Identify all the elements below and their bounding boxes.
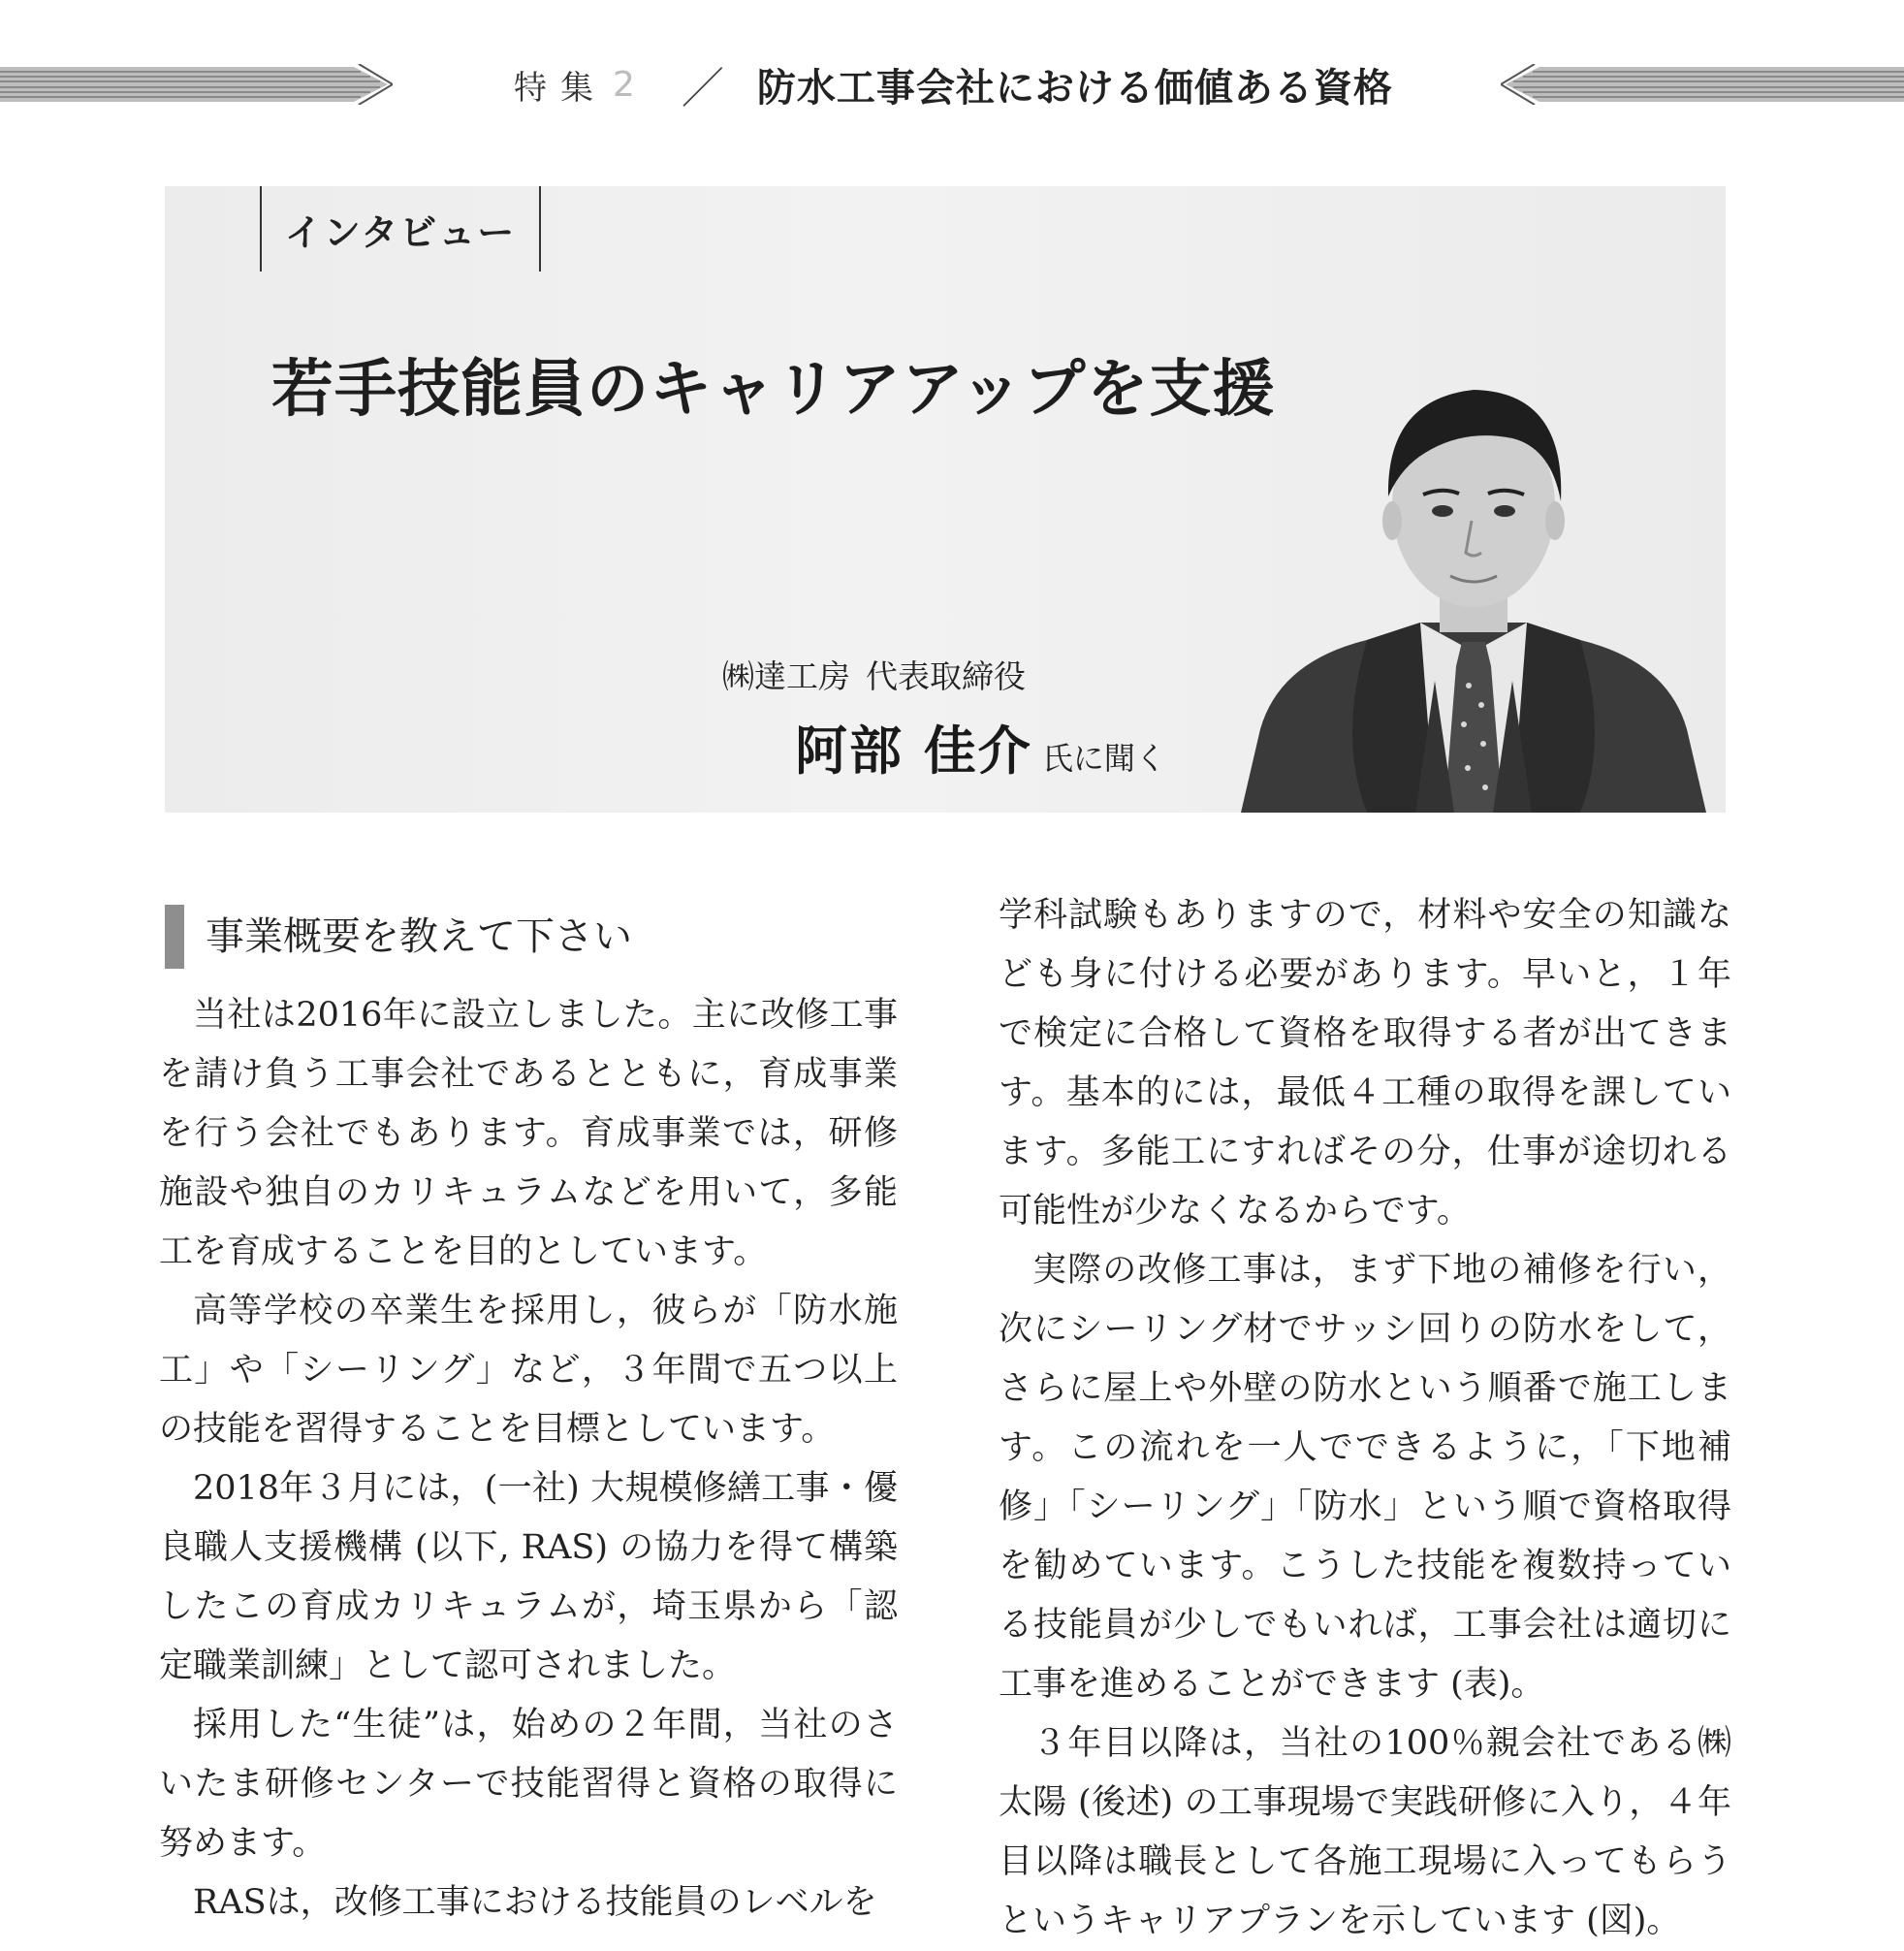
header-separator: ／ (681, 64, 724, 113)
feature-number: 2 (613, 64, 635, 105)
heading-bar (165, 905, 184, 969)
running-header (514, 60, 1393, 113)
paragraph: 採用した“生徒”は，始めの２年間，当社のさいたま研修センターで技能習得と資格の取得に努めます。 (159, 1706, 898, 1863)
company-name: ㈱達工房 (722, 657, 850, 695)
feature-label: 特集 (514, 68, 607, 108)
paragraph: ３年目以降は，当社の100％親会社である㈱太陽 (後述) の工事現場で実践研修に入り，４年目以降は職長として各施工現場に入ってもらうというキャリアプランを示しています (図)。 (999, 1724, 1731, 1940)
article-title: 若手技能員のキャリアアップを支援 (271, 354, 1276, 426)
paragraph: 当社は2016年に設立しました。主に改修工事を請け負う工事会社であるとともに，育成事業を行う会社でもあります。育成事業では，研修施設や独自のカリキュラムなどを用いて，多能工を育成することを目的としています。 (159, 996, 898, 1271)
interviewee-affiliation (722, 652, 1026, 697)
header-band-left (0, 64, 393, 105)
paragraph: 実際の改修工事は，まず下地の補修を行い，次にシーリング材でサッシ回りの防水をして，さらに屋上や外壁の防水という順番で施工します。この流れを一人でできるように，「下地補修」「シーリング」「防水」という順で資格取得を勧めています。こうした技能を複数持っている技能員が少しでもいれば，工事会社は適切に工事を進めることができます (表)。 (999, 1251, 1731, 1704)
interviewee-name: 阿部 佳介 (795, 720, 1032, 782)
paragraph: 2018年３月には，(一社) 大規模修繕工事・優良職人支援機構 (以下, RAS) の協力を得て構築したこの育成カリキュラムが，埼玉県から「認定職業訓練」として認可されました。 (159, 1469, 898, 1685)
interview-label-box (260, 186, 541, 272)
interview-hero (165, 186, 1726, 813)
paragraph: RASは，改修工事における技能員のレベルを (193, 1883, 877, 1922)
paragraph: 学科試験もありますので，材料や安全の知識なども身に付ける必要があります。早いと，１年で検定に合格して資格を取得する者が出てきます。基本的には，最低４工種の取得を課しています。多能工にすればその分，仕事が途切れる可能性が少なくなるからです。 (999, 896, 1731, 1231)
portrait-photo (1222, 332, 1726, 813)
header-band-right (1501, 64, 1904, 105)
right-column (999, 886, 1731, 1951)
left-column (159, 892, 898, 1933)
interviewee-position: 代表取締役 (866, 657, 1026, 695)
feature-title: 防水工事会社における価値ある資格 (756, 65, 1393, 111)
interview-label: インタビュー (284, 210, 517, 254)
interviewee-byline (795, 710, 1166, 784)
section-heading (159, 905, 898, 969)
paragraph: 高等学校の卒業生を採用し，彼らが「防水施工」や「シーリング」など，３年間で五つ以上の技能を習得することを目標としています。 (159, 1292, 898, 1449)
section-heading-text: 事業概要を教えて下さい (206, 913, 632, 959)
name-suffix: 氏に聞く (1041, 740, 1166, 777)
